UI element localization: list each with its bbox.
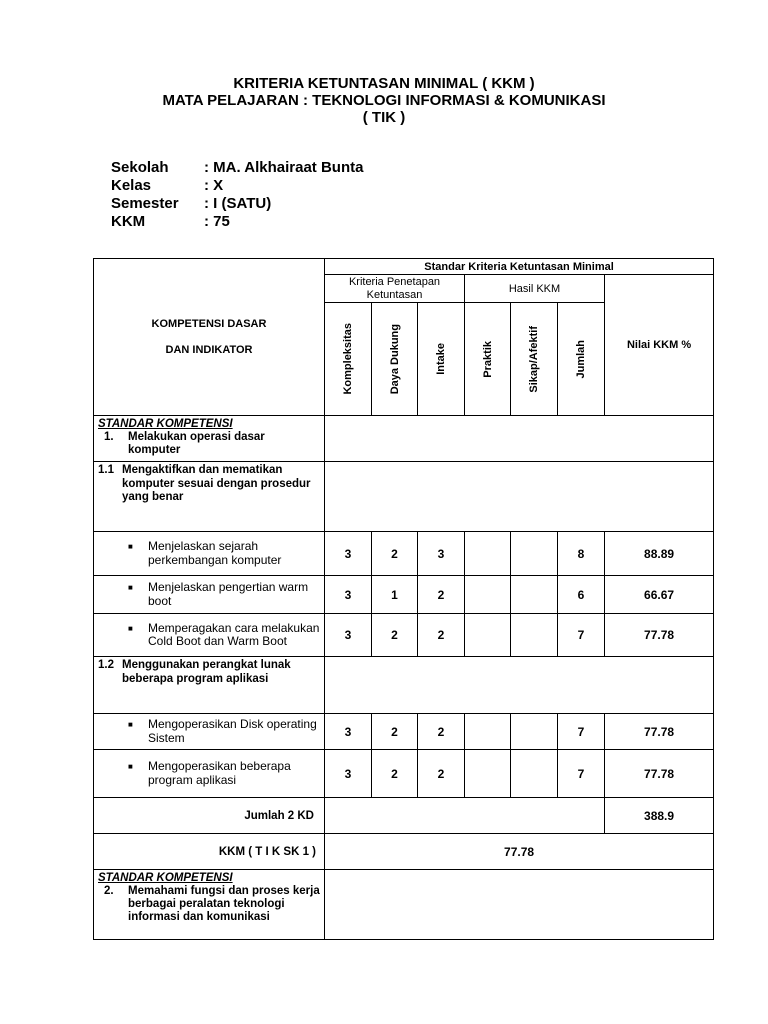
value-nilai: 77.78 — [605, 614, 714, 657]
indicator-text: Mengoperasikan beberapa program aplikasi — [148, 759, 291, 787]
indicator-cell — [94, 750, 325, 798]
info-label: Kelas — [111, 177, 152, 194]
header-col-daya-dukung: Daya Dukung — [372, 303, 418, 416]
indicator-cell — [94, 576, 325, 614]
bullet-icon: ■ — [128, 623, 133, 633]
indicator-text: Menjelaskan pengertian warm boot — [148, 580, 309, 608]
empty-cell — [325, 416, 714, 462]
value-sikap — [511, 614, 558, 657]
value-sikap — [511, 576, 558, 614]
kd-text: Mengaktifkan dan mematikan komputer sesuai dengan prosedur yang benar — [122, 464, 311, 503]
empty-cell — [325, 462, 714, 532]
indicator-row — [94, 714, 714, 750]
info-row-sekolah — [111, 159, 363, 177]
kd12-row — [94, 657, 714, 714]
indicator-cell — [94, 614, 325, 657]
sk-text: Memahami fungsi dan proses kerja berbagai peralatan teknologi informasi dan komunikasi — [128, 885, 320, 923]
kkm-label: KKM ( T I K SK 1 ) — [94, 834, 325, 870]
value-nilai: 66.67 — [605, 576, 714, 614]
header-standar: Standar Kriteria Ketuntasan Minimal — [325, 259, 714, 275]
indicator-cell — [94, 532, 325, 576]
value-daya-dukung: 2 — [372, 714, 418, 750]
info-value: : MA. Alkhairaat Bunta — [204, 159, 364, 176]
jumlah-value: 388.9 — [605, 798, 714, 834]
sk2-row — [94, 870, 714, 940]
document-title-line2: MATA PELAJARAN : TEKNOLOGI INFORMASI & KOMUNIKASI — [162, 92, 606, 109]
value-daya-dukung: 1 — [372, 576, 418, 614]
sk1-row — [94, 416, 714, 462]
value-jumlah: 6 — [558, 576, 605, 614]
bullet-icon: ■ — [128, 583, 133, 592]
value-praktik — [465, 614, 511, 657]
value-praktik — [465, 576, 511, 614]
info-value: : X — [204, 177, 224, 194]
kompetensi-dasar-1-1 — [94, 462, 325, 532]
value-nilai: 88.89 — [605, 532, 714, 576]
header-nilai: Nilai KKM % — [605, 275, 714, 416]
bullet-icon: ■ — [128, 762, 133, 771]
value-kompleksitas: 3 — [325, 532, 372, 576]
header-kompetensi-dasar — [94, 259, 325, 416]
header-col-praktik: Praktik — [465, 303, 511, 416]
empty-cell — [325, 657, 714, 714]
kd-number: 1.2 — [98, 659, 114, 671]
header-col-jumlah: Jumlah — [558, 303, 605, 416]
sk-number: 2. — [104, 885, 114, 897]
value-intake: 2 — [418, 614, 465, 657]
indicator-text: Mengoperasikan Disk operating Sistem — [148, 717, 317, 745]
value-kompleksitas: 3 — [325, 614, 372, 657]
value-jumlah: 7 — [558, 750, 605, 798]
value-jumlah: 7 — [558, 714, 605, 750]
value-nilai: 77.78 — [605, 714, 714, 750]
bullet-icon: ■ — [128, 542, 133, 551]
value-sikap — [511, 532, 558, 576]
info-row-semester — [111, 195, 363, 213]
value-jumlah: 7 — [558, 614, 605, 657]
kd11-row — [94, 462, 714, 532]
value-daya-dukung: 2 — [372, 532, 418, 576]
indicator-row — [94, 576, 714, 614]
info-value: : 75 — [204, 213, 230, 230]
value-intake: 3 — [418, 532, 465, 576]
info-row-kelas — [111, 177, 363, 195]
value-jumlah: 8 — [558, 532, 605, 576]
header-col-intake: Intake — [418, 303, 465, 416]
jumlah-label: Jumlah 2 KD — [94, 798, 325, 834]
sk-number: 1. — [104, 431, 114, 443]
value-daya-dukung: 2 — [372, 614, 418, 657]
value-praktik — [465, 714, 511, 750]
value-nilai: 77.78 — [605, 750, 714, 798]
indicator-row — [94, 750, 714, 798]
header-col-kompleksitas: Kompleksitas — [325, 303, 372, 416]
kompetensi-dasar-1-2 — [94, 657, 325, 714]
value-praktik — [465, 532, 511, 576]
kkm-row — [94, 834, 714, 870]
indicator-row — [94, 532, 714, 576]
bullet-icon: ■ — [128, 720, 133, 729]
info-label: KKM — [111, 213, 146, 230]
school-info — [111, 159, 363, 231]
info-row-kkm — [111, 213, 363, 231]
value-kompleksitas: 3 — [325, 714, 372, 750]
info-label: Semester — [111, 195, 179, 212]
empty-cell — [325, 870, 714, 940]
value-kompleksitas: 3 — [325, 576, 372, 614]
header-hasil: Hasil KKM — [465, 275, 605, 303]
kkm-table — [93, 258, 714, 940]
value-kompleksitas: 3 — [325, 750, 372, 798]
header-row-1 — [94, 259, 714, 275]
info-label: Sekolah — [111, 159, 169, 176]
value-daya-dukung: 2 — [372, 750, 418, 798]
value-praktik — [465, 750, 511, 798]
value-intake: 2 — [418, 714, 465, 750]
indicator-text: Menjelaskan sejarah perkembangan komputer — [148, 539, 282, 567]
value-sikap — [511, 750, 558, 798]
indicator-row — [94, 614, 714, 657]
document-title-line1: KRITERIA KETUNTASAN MINIMAL ( KKM ) — [233, 75, 535, 92]
sk-heading: STANDAR KOMPETENSI — [98, 872, 233, 884]
indicator-cell — [94, 714, 325, 750]
header-kd-line2: DAN INDIKATOR — [165, 344, 253, 356]
jumlah-row — [94, 798, 714, 834]
value-intake: 2 — [418, 750, 465, 798]
value-sikap — [511, 714, 558, 750]
header-col-sikap: Sikap/Afektif — [511, 303, 558, 416]
value-intake: 2 — [418, 576, 465, 614]
empty-cell — [325, 798, 605, 834]
document-title-line3: ( TIK ) — [362, 109, 406, 126]
kd-number: 1.1 — [98, 464, 114, 476]
kd-text: Menggunakan perangkat lunak beberapa program aplikasi — [122, 659, 291, 685]
sk-text: Melakukan operasi dasar komputer — [128, 431, 265, 456]
header-kd-line1: KOMPETENSI DASAR — [151, 318, 267, 330]
standar-kompetensi-2 — [94, 870, 325, 940]
sk-heading: STANDAR KOMPETENSI — [98, 418, 233, 430]
header-kriteria: Kriteria Penetapan Ketuntasan — [325, 275, 465, 303]
kkm-value: 77.78 — [325, 834, 714, 870]
info-value: : I (SATU) — [204, 195, 272, 212]
standar-kompetensi-1 — [94, 416, 325, 462]
indicator-text: Memperagakan cara melakukan Cold Boot dan Warm Boot — [148, 620, 320, 648]
